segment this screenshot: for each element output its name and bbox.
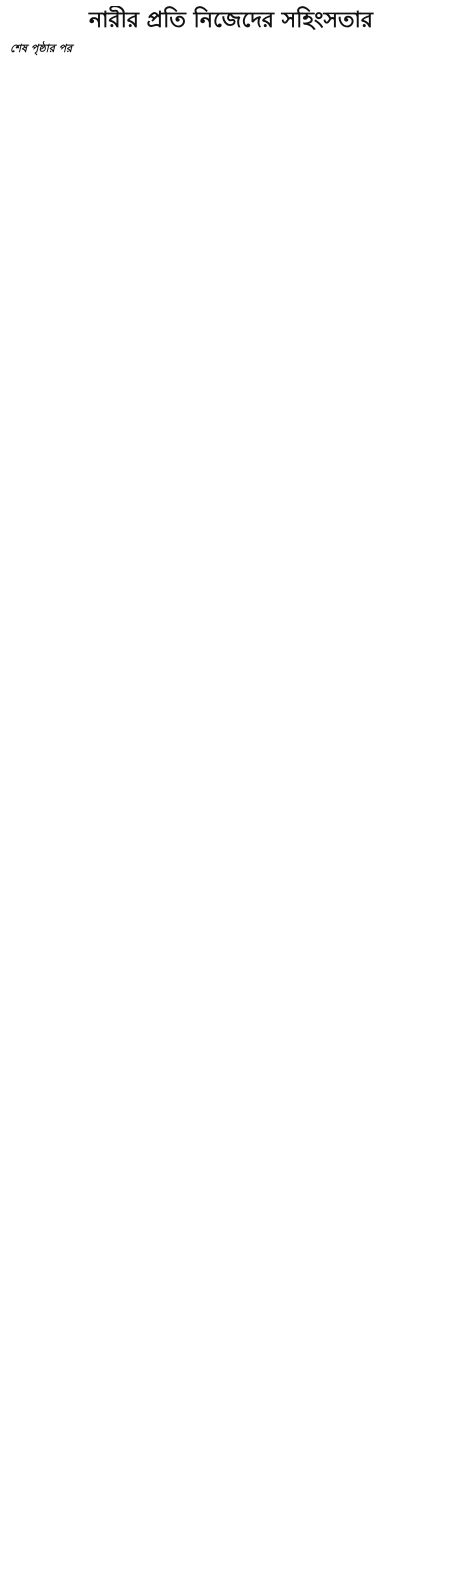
article-body: [8, 58, 454, 1568]
continuation-label: শেষ পৃষ্ঠার পর: [10, 42, 73, 55]
headline: নারীর প্রতি নিজেদের সহিংসতার: [88, 8, 374, 33]
